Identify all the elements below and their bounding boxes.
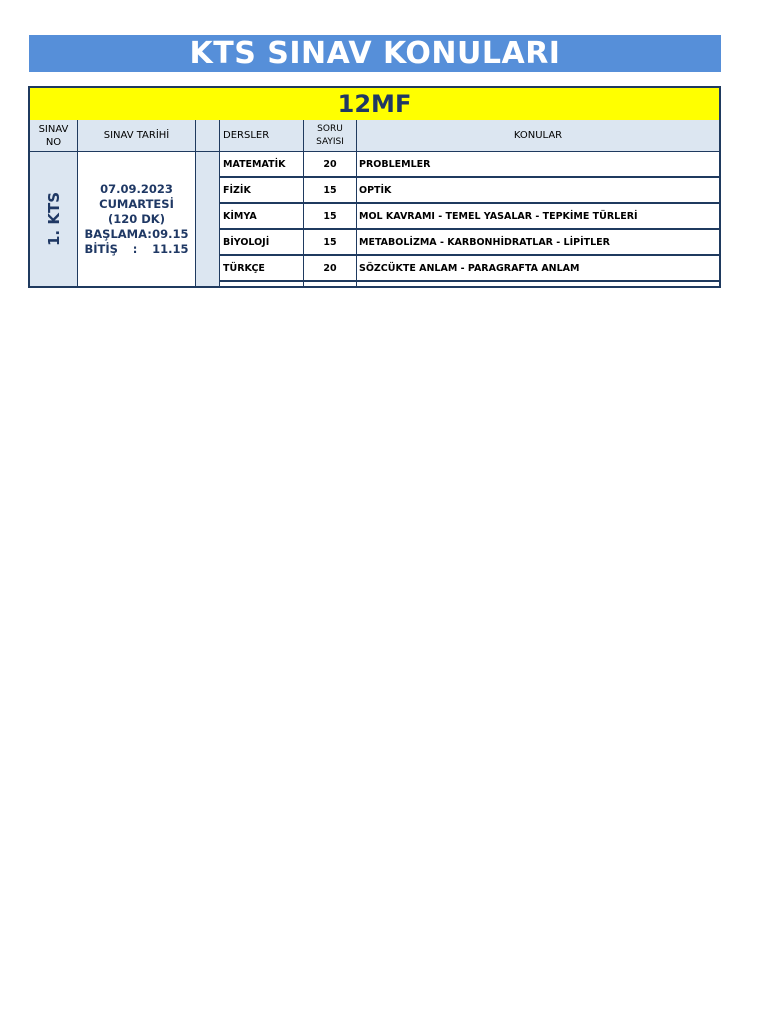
end-time-row xyxy=(85,242,189,257)
page-title: KTS SINAV KONULARI xyxy=(29,35,721,72)
header-spacer xyxy=(196,120,220,152)
topic-cell: METABOLİZMA - KARBONHİDRATLAR - LİPİTLER xyxy=(357,230,719,256)
lesson-cell: FİZİK xyxy=(220,178,304,204)
exam-number-cell xyxy=(30,152,78,286)
lesson-cell: TÜRKÇE xyxy=(220,256,304,282)
question-count-cell: 15 xyxy=(304,178,357,204)
topic-cell: SÖZCÜKTE ANLAM - PARAGRAFTA ANLAM xyxy=(357,256,719,282)
exam-schedule-sheet xyxy=(28,86,721,288)
header-question-count: SORU SAYISI xyxy=(304,120,357,152)
question-count-cell: 20 xyxy=(304,256,357,282)
header-exam-date: SINAV TARİHİ xyxy=(78,120,196,152)
lesson-cell: BİYOLOJİ xyxy=(220,230,304,256)
topic-cell: OPTİK xyxy=(357,178,719,204)
header-topics: KONULAR xyxy=(357,120,719,152)
end-time: 11.15 xyxy=(152,241,189,256)
start-time: 09.15 xyxy=(152,226,189,241)
exam-table xyxy=(30,120,719,286)
end-label: BİTİŞ xyxy=(84,241,118,256)
empty-lesson-cell xyxy=(220,282,304,286)
exam-date-cell xyxy=(78,152,196,286)
end-separator: : xyxy=(132,241,138,256)
exam-number: 1. KTS xyxy=(44,191,63,247)
topic-cell: PROBLEMLER xyxy=(357,152,719,178)
lesson-cell: KİMYA xyxy=(220,204,304,230)
question-count-cell: 20 xyxy=(304,152,357,178)
start-time-row xyxy=(85,227,189,242)
exam-day: CUMARTESİ xyxy=(99,196,174,211)
empty-count-cell xyxy=(304,282,357,286)
start-label: BAŞLAMA: xyxy=(84,226,152,241)
exam-duration: (120 DK) xyxy=(108,211,165,226)
header-lessons: DERSLER xyxy=(220,120,304,152)
lesson-cell: MATEMATİK xyxy=(220,152,304,178)
empty-topic-cell xyxy=(357,282,719,286)
header-exam-no: SINAV NO xyxy=(30,120,78,152)
spacer-column xyxy=(196,152,220,286)
class-name-band: 12MF xyxy=(30,88,719,122)
question-count-cell: 15 xyxy=(304,230,357,256)
exam-date: 07.09.2023 xyxy=(100,181,173,196)
topic-cell: MOL KAVRAMI - TEMEL YASALAR - TEPKİME TÜRLERİ xyxy=(357,204,719,230)
question-count-cell: 15 xyxy=(304,204,357,230)
